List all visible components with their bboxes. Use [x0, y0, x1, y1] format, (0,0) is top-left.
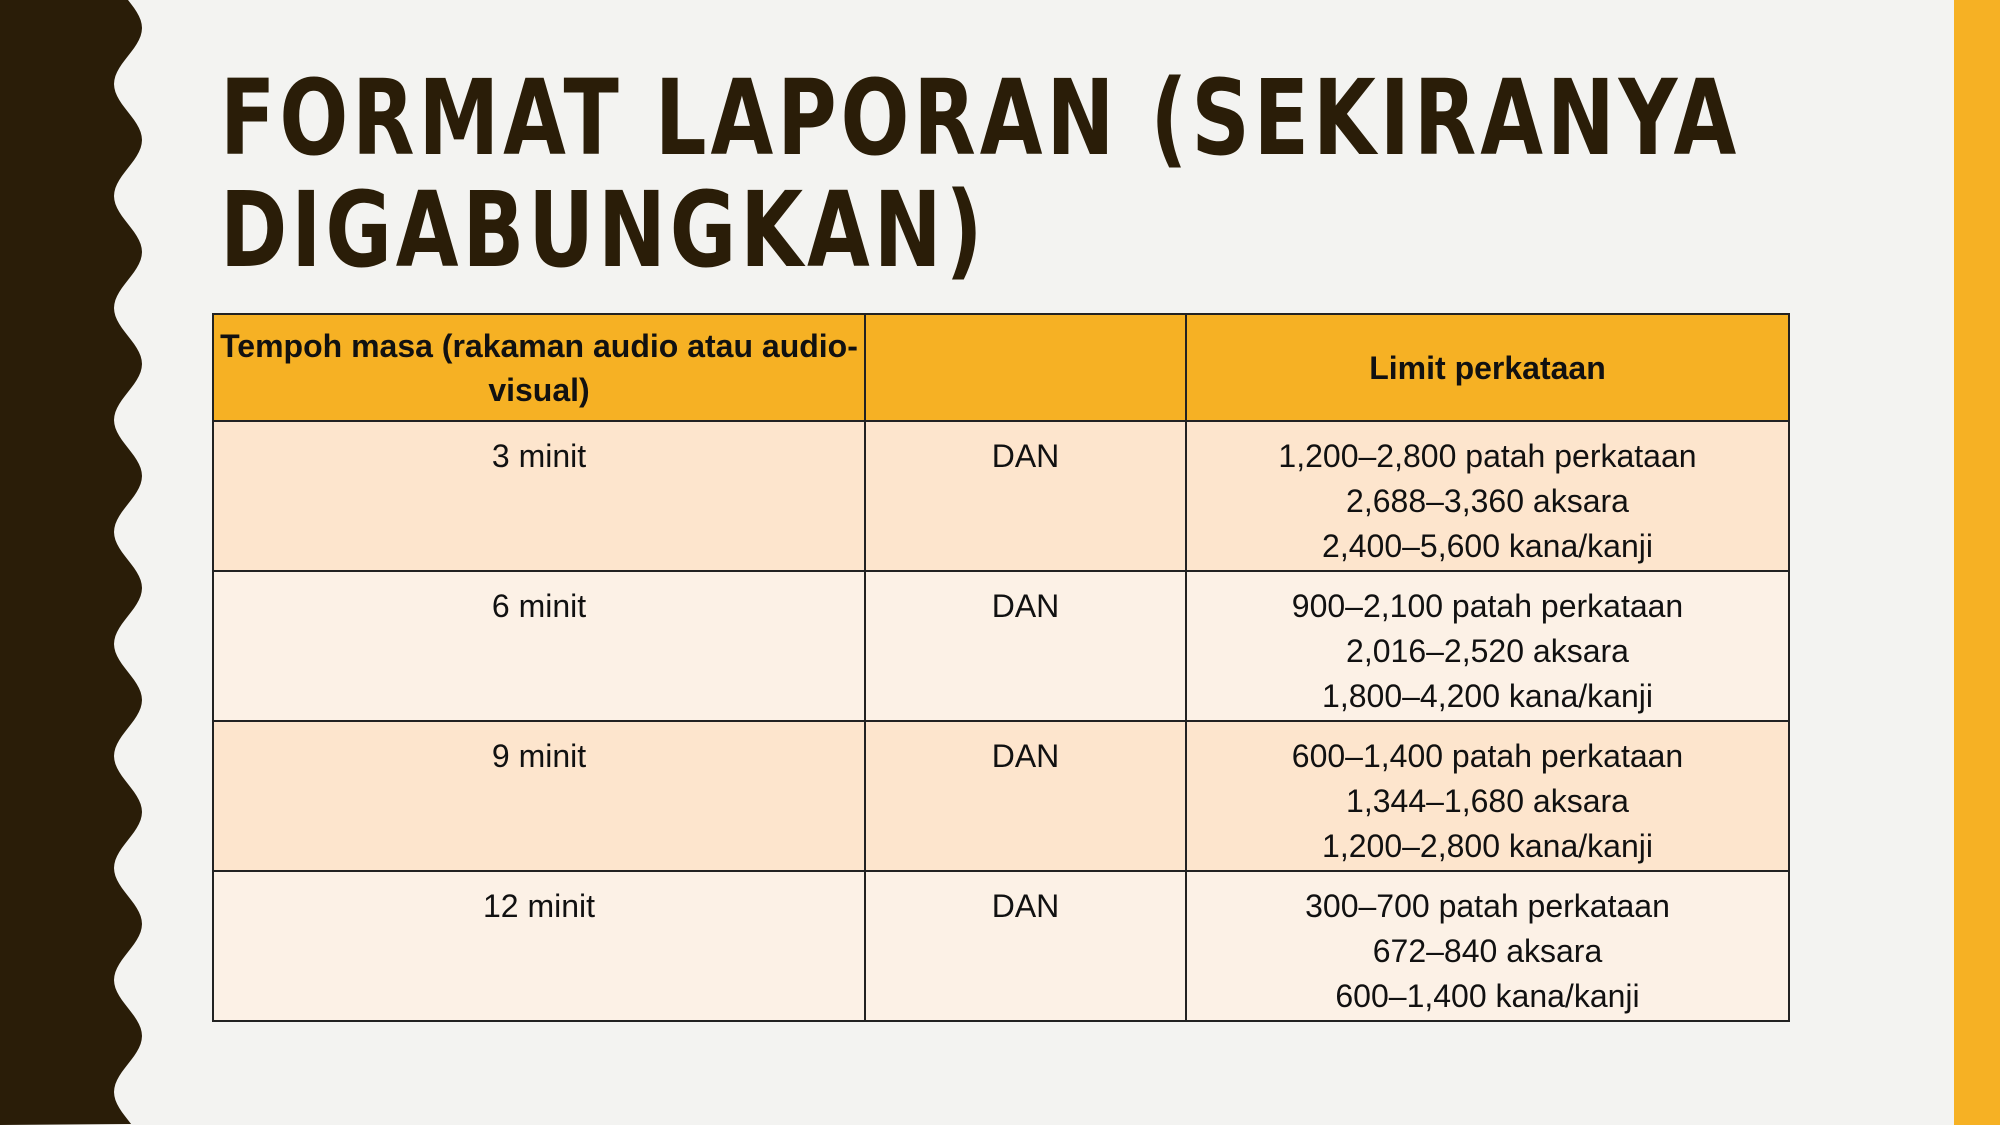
header-connector — [865, 314, 1186, 421]
table-row — [213, 721, 1789, 871]
header-duration: Tempoh masa (rakaman audio atau audio-visual) — [213, 314, 865, 421]
limit-kana-kanji: 1,800–4,200 kana/kanji — [1322, 678, 1653, 714]
title-line-1: FORMAT LAPORAN (SEKIRANYA — [220, 57, 1741, 179]
header-word-limit: Limit perkataan — [1186, 314, 1789, 421]
table-header-row — [213, 314, 1789, 421]
limit-cell — [1186, 571, 1789, 721]
connector-cell: DAN — [865, 721, 1186, 871]
slide-title — [220, 57, 1741, 291]
limit-kana-kanji: 2,400–5,600 kana/kanji — [1322, 528, 1653, 564]
limit-characters: 2,016–2,520 aksara — [1346, 633, 1629, 669]
title-line-2: DIGABUNGKAN) — [220, 169, 987, 291]
connector-cell: DAN — [865, 571, 1186, 721]
limit-characters: 2,688–3,360 aksara — [1346, 483, 1629, 519]
right-accent-bar — [1954, 0, 2000, 1125]
limit-words: 900–2,100 patah perkataan — [1291, 588, 1684, 624]
limit-characters: 672–840 aksara — [1372, 933, 1603, 969]
duration-cell: 12 minit — [213, 871, 865, 1021]
duration-cell: 9 minit — [213, 721, 865, 871]
limit-kana-kanji: 1,200–2,800 kana/kanji — [1322, 828, 1653, 864]
limit-words: 300–700 patah perkataan — [1305, 888, 1670, 924]
table-row — [213, 421, 1789, 571]
table-row — [213, 871, 1789, 1021]
left-wave-decoration — [0, 0, 150, 1125]
limit-cell — [1186, 721, 1789, 871]
limit-words: 1,200–2,800 patah perkataan — [1278, 438, 1697, 474]
limit-words: 600–1,400 patah perkataan — [1291, 738, 1684, 774]
duration-cell: 3 minit — [213, 421, 865, 571]
wave-shape — [0, 0, 142, 1125]
table-row — [213, 571, 1789, 721]
connector-cell: DAN — [865, 871, 1186, 1021]
duration-cell: 6 minit — [213, 571, 865, 721]
limit-cell — [1186, 421, 1789, 571]
limit-kana-kanji: 600–1,400 kana/kanji — [1335, 978, 1640, 1014]
limit-characters: 1,344–1,680 aksara — [1346, 783, 1629, 819]
word-limit-table — [212, 313, 1790, 1022]
limit-cell — [1186, 871, 1789, 1021]
connector-cell: DAN — [865, 421, 1186, 571]
